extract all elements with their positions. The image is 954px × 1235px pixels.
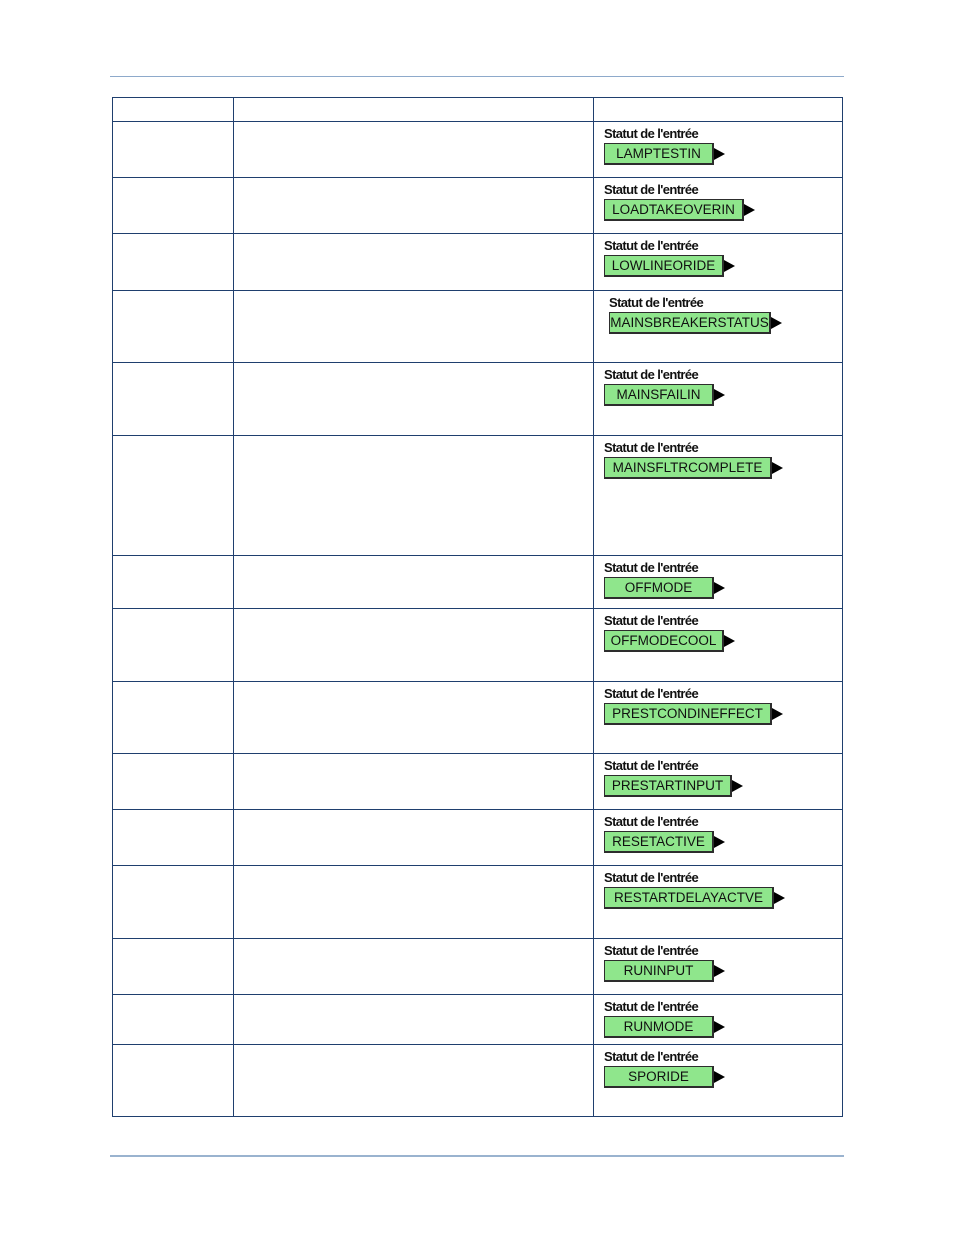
input-status-block: PRESTARTINPUT — [604, 775, 732, 797]
description-cell — [234, 609, 594, 682]
description-cell — [234, 995, 594, 1045]
block-label: Statut de l'entrée — [604, 814, 699, 829]
name-cell — [113, 866, 234, 939]
name-cell — [113, 810, 234, 866]
input-status-block: RUNMODE — [604, 1016, 714, 1038]
input-status-block: MAINSFAILIN — [604, 384, 714, 406]
logic-block — [604, 871, 842, 909]
block-label: Statut de l'entrée — [604, 367, 699, 382]
output-arrow-icon — [714, 389, 725, 401]
logic-block — [604, 687, 842, 725]
input-status-block: LOADTAKEOVERIN — [604, 199, 744, 221]
header-cell-name — [113, 98, 234, 122]
block-row — [604, 960, 842, 982]
table-row — [113, 363, 843, 436]
name-cell — [113, 939, 234, 995]
table-header-row — [113, 98, 843, 122]
logic-block — [604, 1000, 842, 1038]
table-row — [113, 234, 843, 291]
logic-cell — [594, 291, 843, 363]
block-label: Statut de l'entrée — [604, 1049, 699, 1064]
block-row — [604, 1066, 842, 1088]
block-row — [604, 199, 842, 221]
description-cell — [234, 178, 594, 234]
description-cell — [234, 866, 594, 939]
block-row — [604, 831, 842, 853]
name-cell — [113, 754, 234, 810]
block-label: Statut de l'entrée — [604, 943, 699, 958]
output-arrow-icon — [744, 204, 755, 216]
name-cell — [113, 609, 234, 682]
input-status-block: SPORIDE — [604, 1066, 714, 1088]
description-cell — [234, 122, 594, 178]
logic-block — [604, 944, 842, 982]
table-row — [113, 436, 843, 556]
name-cell — [113, 363, 234, 436]
description-cell — [234, 234, 594, 291]
name-cell — [113, 1045, 234, 1117]
name-cell — [113, 178, 234, 234]
block-label: Statut de l'entrée — [604, 613, 699, 628]
logic-cell — [594, 609, 843, 682]
block-row — [604, 775, 842, 797]
block-row — [604, 143, 842, 165]
logic-block — [604, 441, 842, 479]
table-row — [113, 810, 843, 866]
description-cell — [234, 291, 594, 363]
name-cell — [113, 234, 234, 291]
description-cell — [234, 754, 594, 810]
block-row — [604, 703, 842, 725]
block-label: Statut de l'entrée — [604, 440, 699, 455]
input-status-block: RUNINPUT — [604, 960, 714, 982]
block-label: Statut de l'entrée — [609, 295, 704, 310]
output-arrow-icon — [774, 892, 785, 904]
block-row — [604, 1016, 842, 1038]
logic-cell — [594, 556, 843, 609]
table-row — [113, 1045, 843, 1117]
block-row — [604, 255, 842, 277]
name-cell — [113, 682, 234, 754]
block-row — [604, 384, 842, 406]
logic-cell — [594, 122, 843, 178]
block-label: Statut de l'entrée — [604, 126, 699, 141]
block-label: Statut de l'entrée — [604, 686, 699, 701]
table-row — [113, 122, 843, 178]
output-arrow-icon — [732, 780, 743, 792]
input-status-block: MAINSFLTRCOMPLETE — [604, 457, 772, 479]
logic-cell — [594, 234, 843, 291]
block-label: Statut de l'entrée — [604, 560, 699, 575]
description-cell — [234, 1045, 594, 1117]
logic-cell — [594, 754, 843, 810]
logic-block — [604, 127, 842, 165]
input-status-block: OFFMODECOOL — [604, 630, 724, 652]
table-row — [113, 556, 843, 609]
block-row — [604, 577, 842, 599]
input-status-block: LAMPTESTIN — [604, 143, 714, 165]
input-status-block: MAINSBREAKERSTATUS — [609, 312, 771, 334]
input-status-block: PRESTCONDINEFFECT — [604, 703, 772, 725]
name-cell — [113, 436, 234, 556]
name-cell — [113, 995, 234, 1045]
description-cell — [234, 436, 594, 556]
logic-element-table — [112, 97, 843, 1117]
block-label: Statut de l'entrée — [604, 238, 699, 253]
block-row — [604, 457, 842, 479]
logic-cell — [594, 810, 843, 866]
output-arrow-icon — [724, 635, 735, 647]
output-arrow-icon — [714, 965, 725, 977]
logic-cell — [594, 682, 843, 754]
table-row — [113, 291, 843, 363]
logic-block — [604, 561, 842, 599]
logic-block — [604, 239, 842, 277]
block-label: Statut de l'entrée — [604, 870, 699, 885]
description-cell — [234, 939, 594, 995]
logic-block — [604, 759, 842, 797]
table-row — [113, 939, 843, 995]
block-label: Statut de l'entrée — [604, 999, 699, 1014]
input-status-block: RESETACTIVE — [604, 831, 714, 853]
input-status-block: OFFMODE — [604, 577, 714, 599]
logic-cell — [594, 363, 843, 436]
table-body — [113, 98, 843, 1117]
table-row — [113, 995, 843, 1045]
name-cell — [113, 291, 234, 363]
table-row — [113, 178, 843, 234]
logic-cell — [594, 866, 843, 939]
block-label: Statut de l'entrée — [604, 182, 699, 197]
block-row — [604, 630, 842, 652]
logic-cell — [594, 1045, 843, 1117]
logic-cell — [594, 436, 843, 556]
description-cell — [234, 682, 594, 754]
logic-block — [609, 296, 842, 334]
input-status-block: LOWLINEORIDE — [604, 255, 724, 277]
table-row — [113, 754, 843, 810]
logic-block — [604, 614, 842, 652]
description-cell — [234, 810, 594, 866]
logic-block — [604, 815, 842, 853]
output-arrow-icon — [714, 148, 725, 160]
output-arrow-icon — [772, 708, 783, 720]
logic-block — [604, 183, 842, 221]
output-arrow-icon — [714, 836, 725, 848]
logic-cell — [594, 939, 843, 995]
output-arrow-icon — [714, 1071, 725, 1083]
header-cell-description — [234, 98, 594, 122]
header-cell-logic — [594, 98, 843, 122]
footer-rule — [110, 1155, 844, 1157]
logic-block — [604, 1050, 842, 1088]
block-label: Statut de l'entrée — [604, 758, 699, 773]
table-row — [113, 866, 843, 939]
block-row — [609, 312, 842, 334]
name-cell — [113, 122, 234, 178]
logic-cell — [594, 178, 843, 234]
logic-cell — [594, 995, 843, 1045]
output-arrow-icon — [772, 462, 783, 474]
logic-block — [604, 368, 842, 406]
block-row — [604, 887, 842, 909]
description-cell — [234, 556, 594, 609]
description-cell — [234, 363, 594, 436]
output-arrow-icon — [714, 582, 725, 594]
output-arrow-icon — [724, 260, 735, 272]
output-arrow-icon — [771, 317, 782, 329]
table-row — [113, 682, 843, 754]
input-status-block: RESTARTDELAYACTVE — [604, 887, 774, 909]
output-arrow-icon — [714, 1021, 725, 1033]
name-cell — [113, 556, 234, 609]
header-rule — [110, 76, 844, 77]
table-row — [113, 609, 843, 682]
